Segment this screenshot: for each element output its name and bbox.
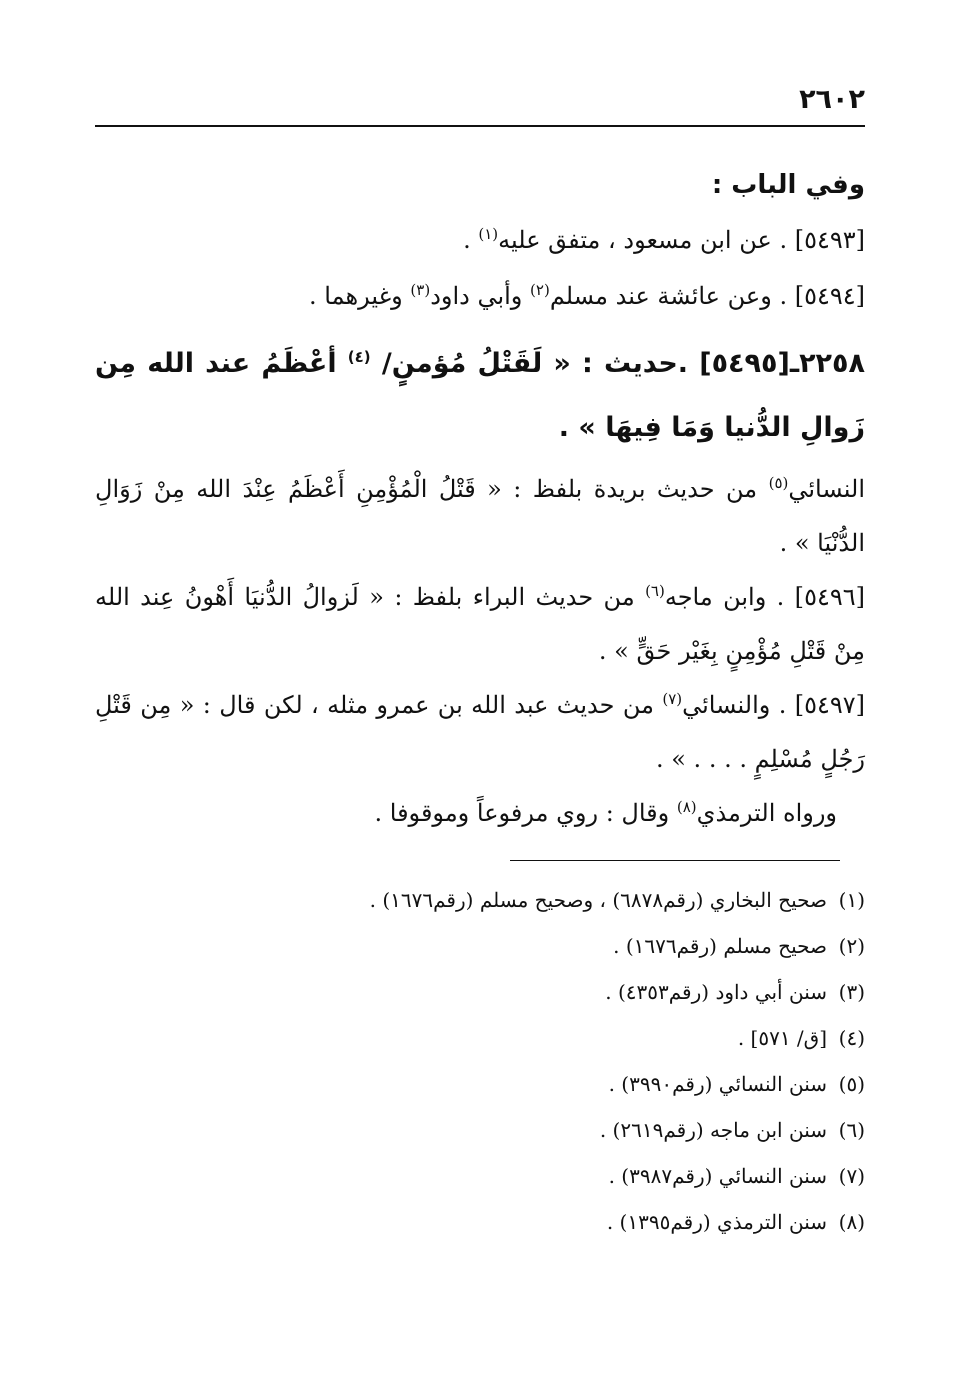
chapter-item-text: [٥٤٩٤] . وعن عائشة عند مسلم [549, 282, 865, 310]
footnote-ref[interactable]: (٧) [662, 690, 683, 708]
footnote-text: سنن الترمذي (رقم١٣٩٥) . [606, 1210, 827, 1234]
commentary-paragraph [95, 786, 865, 840]
footnote [95, 923, 865, 969]
chapter-item-text: وغيرهما . [309, 282, 411, 310]
footnote [95, 1199, 865, 1245]
commentary-text: من حديث بريدة بلفظ : « قَتْلُ الْمُؤْمِنِ أَعْظَمُ عِنْدَ الله مِنْ زَوَالِ الدُّنْيَا » . [95, 475, 865, 557]
chapter-item-text: [٥٤٩٣] . عن ابن مسعود ، متفق عليه [498, 226, 865, 254]
header-rule [95, 125, 865, 127]
footnote-number: (١) [838, 888, 865, 912]
footnote [95, 1061, 865, 1107]
footnote-number: (٨) [838, 1210, 865, 1234]
footnote-number: (٢) [838, 934, 865, 958]
page-body [95, 158, 865, 1245]
commentary-text: النسائي [788, 475, 865, 503]
footnote-text: سنن النسائي (رقم٣٩٩٠) . [608, 1072, 827, 1096]
footnote-ref[interactable]: (٨) [676, 798, 697, 816]
chapter-item [95, 268, 865, 324]
footnote-ref[interactable]: (٥) [768, 474, 789, 492]
commentary-text: ورواه الترمذي [696, 799, 837, 827]
footnote-ref[interactable]: (٤) [347, 348, 371, 366]
hadith-title-suffix: أعْظَمُ عند الله مِن زَوالِ الدُّنيا وَمَا فِيهَا » . [95, 348, 865, 443]
page-number: ٢٦٠٢ [799, 84, 865, 115]
footnote-text: [ق/ ٥٧١] . [737, 1026, 827, 1050]
footnote [95, 1015, 865, 1061]
commentary-text: [٥٤٩٦] . وابن ماجه [664, 583, 865, 611]
commentary-paragraph [95, 462, 865, 570]
footnotes-list [95, 877, 865, 1245]
commentary-paragraph [95, 570, 865, 678]
section-heading: وفي الباب : [711, 170, 865, 200]
footnote-number: (٥) [838, 1072, 865, 1096]
footnote-text: سنن ابن ماجه (رقم٢٦١٩) . [599, 1118, 827, 1142]
commentary-text: [٥٤٩٧] . والنسائي [682, 691, 866, 719]
footnote-ref[interactable]: (٢) [530, 281, 550, 299]
hadith-title [95, 332, 865, 460]
commentary-text: من حديث عبد الله بن عمرو مثله ، لكن قال : « مِن قَتْلِ رَجُلٍ مُسْلِمٍ . . . . » . [95, 691, 865, 773]
footnote [95, 969, 865, 1015]
commentary-text: من حديث البراء بلفظ : « لَزوالُ الدُّنيَا أَهْونُ عِند الله مِنْ قَتْلِ مُؤْمِنٍ بِغَيْر حَقٍّ » . [95, 583, 865, 665]
footnote-separator [510, 860, 840, 861]
commentary-text: وقال : روي مرفوعاً وموقوفا . [374, 799, 677, 827]
footnote [95, 1107, 865, 1153]
commentary-paragraph [95, 678, 865, 786]
chapter-item [95, 212, 865, 268]
hadith-title-prefix: ٢٢٥٨ـ[٥٤٩٥] .حديث : « لَقَتْلُ مُؤمنٍ/ [370, 348, 865, 379]
footnote-number: (٤) [838, 1026, 865, 1050]
footnote [95, 1153, 865, 1199]
chapter-item-text: وأبي داود [430, 282, 531, 310]
chapter-item-tail: . [463, 226, 479, 254]
footnote-ref[interactable]: (١) [478, 225, 499, 243]
footnote-text: سنن أبي داود (رقم٤٣٥٣) . [605, 980, 827, 1004]
footnote-number: (٦) [838, 1118, 865, 1142]
footnote-number: (٣) [838, 980, 865, 1004]
footnote-number: (٧) [838, 1164, 865, 1188]
footnote-text: صحيح البخاري (رقم٦٨٧٨) ، وصحيح مسلم (رقم١٦٧٦) . [369, 888, 827, 912]
footnote-text: صحيح مسلم (رقم١٦٧٦) . [613, 934, 827, 958]
footnote [95, 877, 865, 923]
footnote-ref[interactable]: (٦) [645, 582, 665, 600]
footnote-text: سنن النسائي (رقم٣٩٨٧) . [608, 1164, 827, 1188]
footnote-ref[interactable]: (٣) [410, 281, 431, 299]
